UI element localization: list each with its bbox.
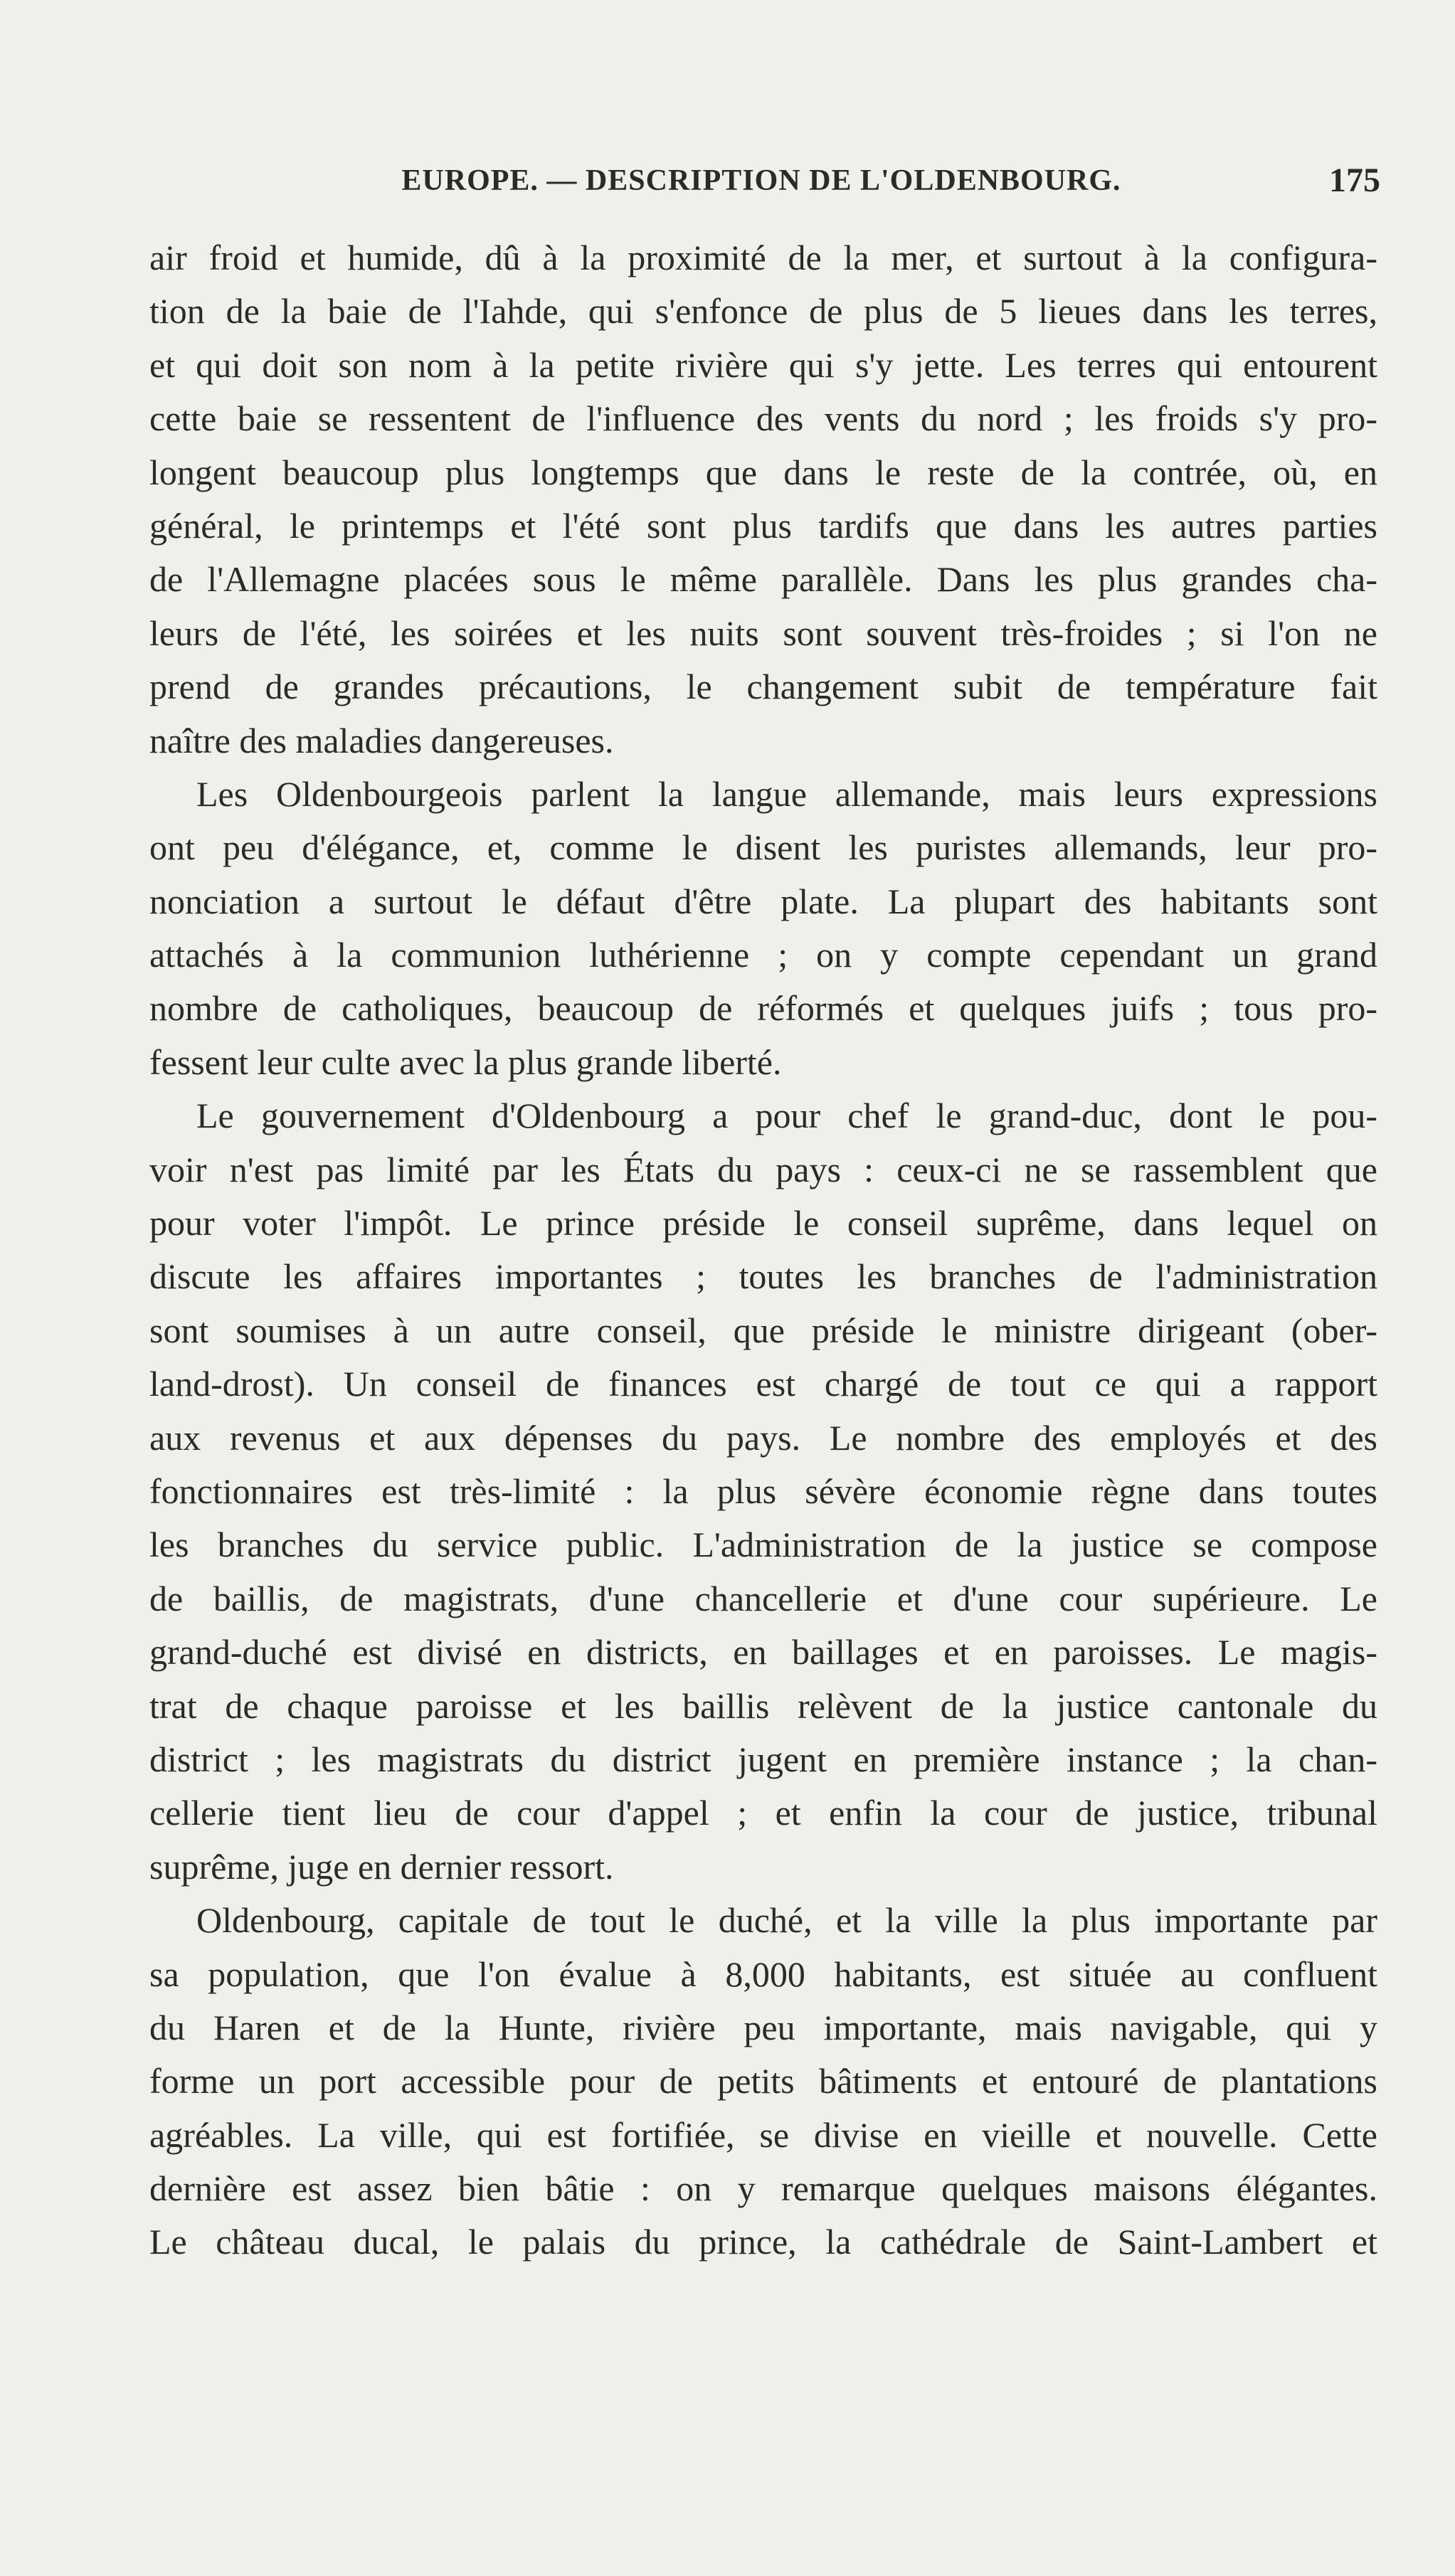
text-line: voir n'est pas limité par les États du pays : ceux-ci ne se rassemblent que [149, 1149, 1377, 1189]
text-line: Le château ducal, le palais du prince, la cathédrale de Saint-Lambert et [149, 2222, 1377, 2262]
running-head: EUROPE. — DESCRIPTION DE L'OLDENBOURG. [401, 164, 1121, 197]
text-line: fonctionnaires est très-limité : la plus sévère économie règne dans toutes [149, 1470, 1377, 1511]
text-line: nonciation a surtout le défaut d'être plate. La plupart des habitants sont [149, 881, 1377, 921]
paragraph-start-line: Le gouvernement d'Oldenbourg a pour chef le grand-duc, dont le pou- [196, 1096, 1377, 1136]
page-header [142, 161, 1380, 213]
text-line: cette baie se ressentent de l'influence des vents du nord ; les froids s'y pro- [149, 398, 1377, 439]
paragraph-start-line: Oldenbourg, capitale de tout le duché, et la ville la plus importante par [196, 1900, 1377, 1941]
text-line: agréables. La ville, qui est fortifiée, se divise en vieille et nouvelle. Cette [149, 2114, 1377, 2155]
text-line: air froid et humide, dû à la proximité de la mer, et surtout à la configura- [149, 238, 1377, 277]
text-line: grand-duché est divisé en districts, en baillages et en paroisses. Le magis- [149, 1632, 1377, 1673]
text-line: sont soumises à un autre conseil, que préside le ministre dirigeant (ober- [149, 1310, 1377, 1350]
text-line: district ; les magistrats du district jugent en première instance ; la chan- [149, 1739, 1377, 1779]
paragraph-start-line: Les Oldenbourgeois parlent la langue allemande, mais leurs expressions [196, 773, 1377, 814]
text-line: aux revenus et aux dépenses du pays. Le nombre des employés et des [149, 1417, 1377, 1458]
text-line: prend de grandes précautions, le changement subit de température fait [149, 667, 1377, 707]
text-line: land-drost). Un conseil de finances est chargé de tout ce qui a rapport [149, 1364, 1377, 1404]
text-line: général, le printemps et l'été sont plus tardifs que dans les autres parties [149, 505, 1377, 546]
text-line: nombre de catholiques, beaucoup de réformés et quelques juifs ; tous pro- [149, 988, 1377, 1029]
paragraph-end-line: fessent leur culte avec la plus grande liberté. [149, 1041, 782, 1082]
text-line: tion de la baie de l'Iahde, qui s'enfonce de plus de 5 lieues dans les terres, [149, 291, 1377, 332]
text-line: leurs de l'été, les soirées et les nuits sont souvent très-froides ; si l'on ne [149, 613, 1377, 653]
text-line: forme un port accessible pour de petits bâtiments et entouré de plantations [149, 2061, 1377, 2101]
text-line: trat de chaque paroisse et les baillis relèvent de la justice cantonale du [149, 1685, 1377, 1726]
text-line: longent beaucoup plus longtemps que dans le reste de la contrée, où, en [149, 452, 1377, 492]
text-line: attachés à la communion luthérienne ; on y compte cependant un grand [149, 935, 1377, 975]
text-line: cellerie tient lieu de cour d'appel ; et enfin la cour de justice, tribunal [149, 1793, 1377, 1833]
paragraph-end-line: naître des maladies dangereuses. [149, 720, 614, 760]
paragraph-end-line: suprême, juge en dernier ressort. [149, 1846, 614, 1887]
text-line: de baillis, de magistrats, d'une chancellerie et d'une cour supérieure. Le [149, 1578, 1377, 1618]
text-line: dernière est assez bien bâtie : on y remarque quelques maisons élégantes. [149, 2168, 1377, 2209]
text-line: sa population, que l'on évalue à 8,000 habitants, est située au confluent [149, 1954, 1377, 1994]
text-line: du Haren et de la Hunte, rivière peu importante, mais navigable, qui y [149, 2007, 1377, 2047]
text-line: pour voter l'impôt. Le prince préside le conseil suprême, dans lequel on [149, 1203, 1377, 1244]
text-line: et qui doit son nom à la petite rivière qui s'y jette. Les terres qui entourent [149, 344, 1377, 385]
text-line: les branches du service public. L'administration de la justice se compose [149, 1525, 1377, 1565]
text-line: discute les affaires importantes ; toutes les branches de l'administration [149, 1256, 1377, 1297]
text-line: ont peu d'élégance, et, comme le disent les puristes allemands, leur pro- [149, 827, 1377, 868]
text-line: de l'Allemagne placées sous le même parallèle. Dans les plus grandes cha- [149, 559, 1377, 600]
page-number: 175 [1329, 161, 1380, 199]
body-text [149, 231, 1377, 2269]
